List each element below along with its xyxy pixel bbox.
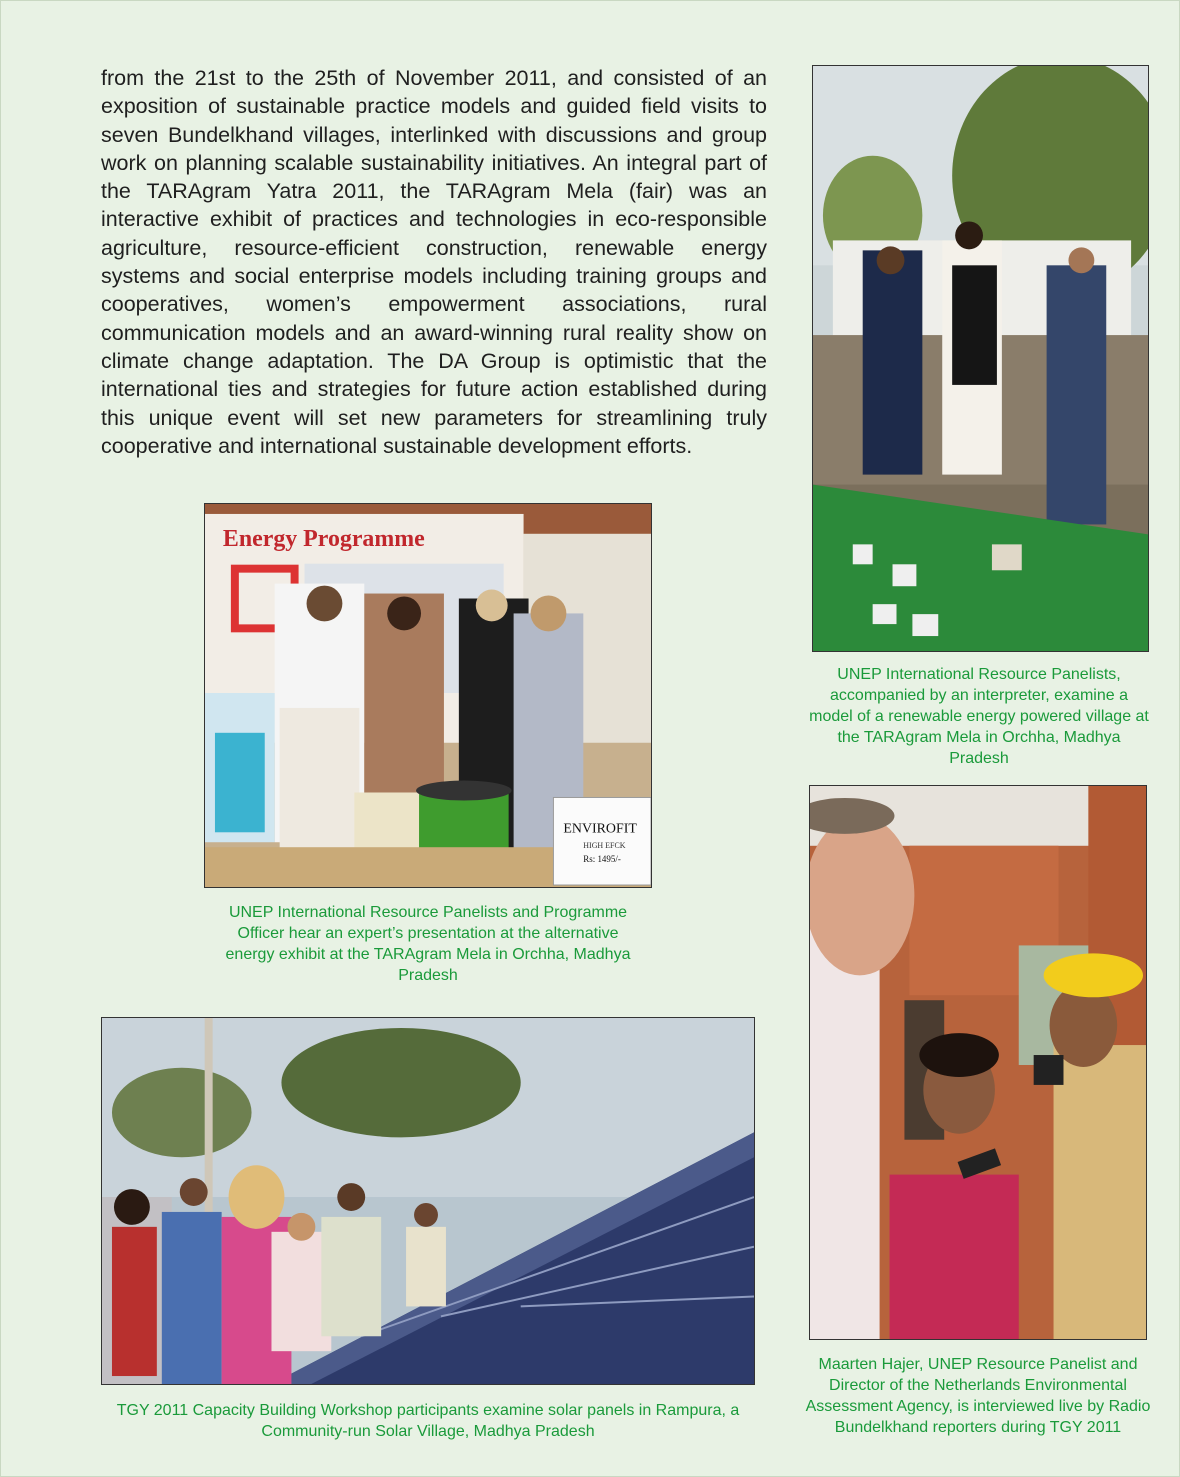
solar-panels-photo: [101, 1017, 755, 1385]
energy-exhibit-photo: [204, 503, 652, 888]
body-paragraph: from the 21st to the 25th of November 2011, and consisted of an exposition of sustainable practice models and guided field visits to seven Bundelkhand villages, interlinked with discussions and group work on planning scalable sustainability initiatives. An integral part of the TARAgram Yatra 2011, the TARAgram Mela (fair) was an interactive exhibit of practices and technologies in eco-responsible agriculture, resource-efficient construction, renewable energy systems and social enterprise models including training groups and cooperatives, women’s empowerment associations, rural communication models and an award-winning rural reality show on climate change adaptation. The DA Group is optimistic that the international ties and strategies for future action established during this unique event will set new parameters for streamlining truly cooperative and international sustainable development efforts.: [101, 66, 767, 458]
envirofit-sign-price: Rs: 1495/-: [583, 854, 621, 865]
envirofit-sign-sub: HIGH EFCK: [583, 841, 626, 851]
caption-radio-interview: Maarten Hajer, UNEP Resource Panelist and Director of the Netherlands Environmental Assessment Agency, is interviewed live by Radio Bundelkhand reporters during TGY 2011: [805, 1356, 1151, 1436]
envirofit-sign: ENVIROFIT: [563, 821, 637, 837]
radio-interview-photo: [809, 785, 1147, 1340]
caption-village-model: UNEP International Resource Panelists, accompanied by an interpreter, examine a model of a renewable energy powered village at the TARAgram Mela in Orchha, Madhya Pradesh: [809, 666, 1149, 767]
banner-text: Energy Programme: [222, 525, 425, 552]
village-model-photo: [812, 65, 1149, 652]
caption-solar-panels: TGY 2011 Capacity Building Workshop participants examine solar panels in Rampura, a Community-run Solar Village, Madhya Pradesh: [116, 1402, 740, 1440]
caption-energy-exhibit: UNEP International Resource Panelists and Programme Officer hear an expert’s presentation at the alternative energy exhibit at the TARAgram Mela in Orchha, Madhya Pradesh: [225, 904, 631, 984]
